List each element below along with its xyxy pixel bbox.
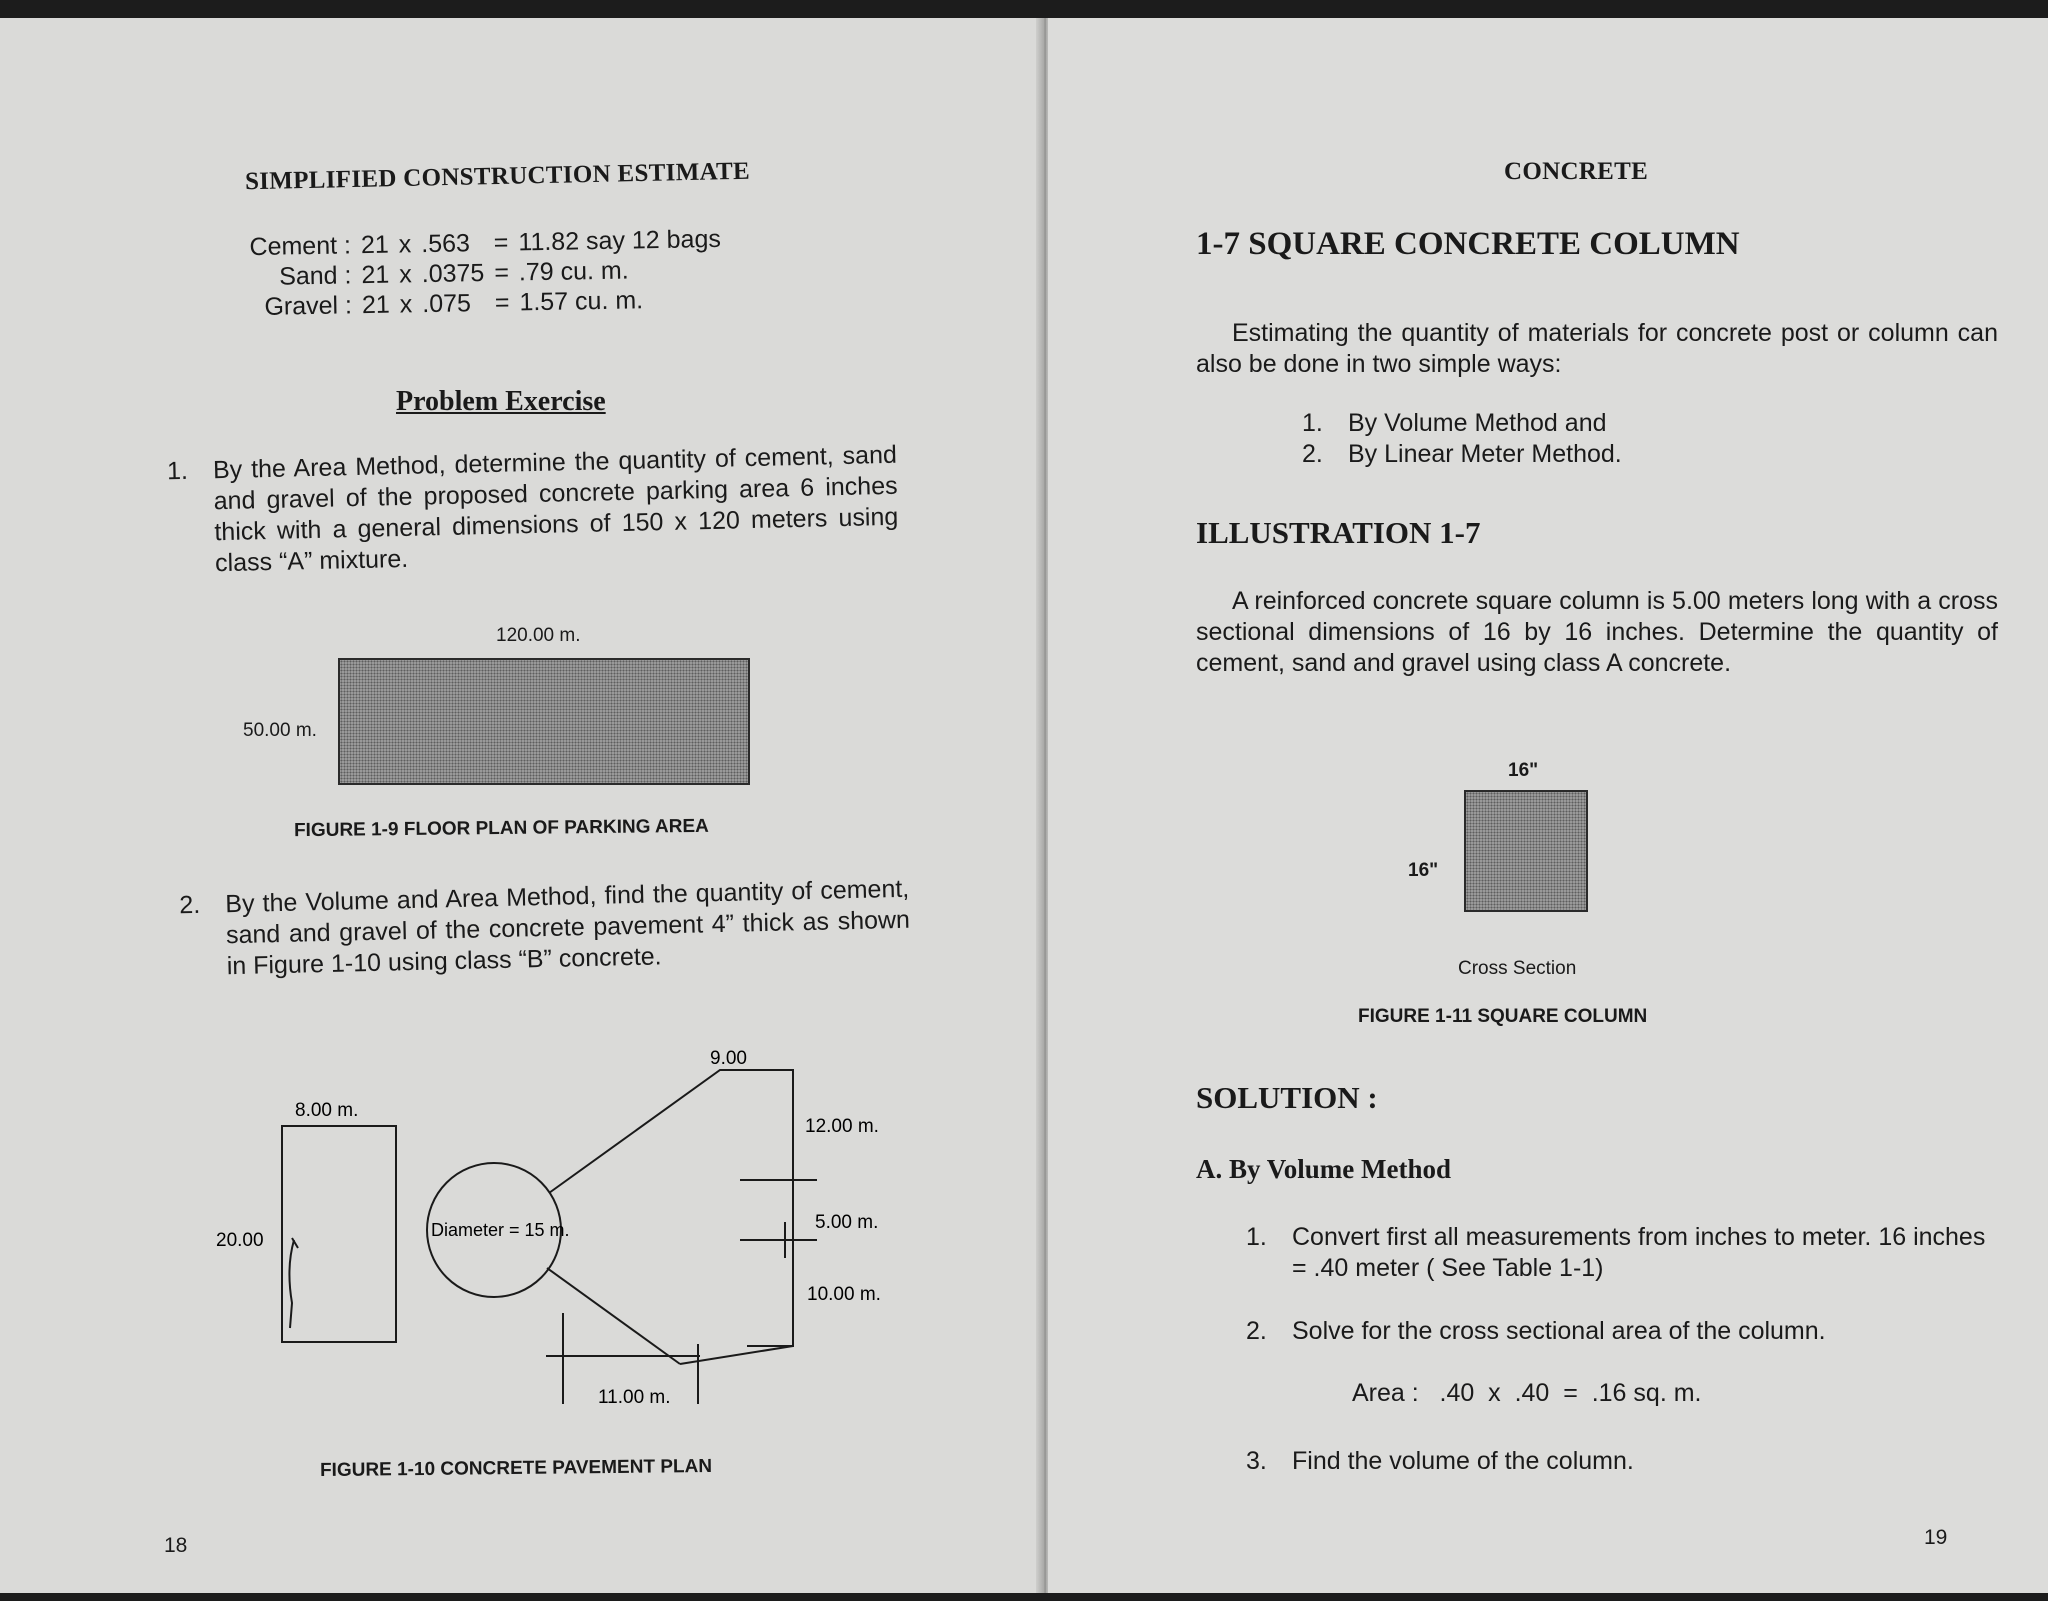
solution-step-2 <box>1246 1316 1986 1347</box>
illustration-paragraph: A reinforced concrete square column is 5.00 meters long with a cross sectional dimensions of 16 by 16 inches. Determine the quantity of cement, sand and gravel using class A concrete. <box>1196 587 1998 677</box>
method-number: 1. <box>1302 409 1323 437</box>
calculation-op: x <box>399 260 413 289</box>
method-text: By Volume Method and <box>1348 409 1607 437</box>
exercise-1 <box>167 440 900 581</box>
fig11-caption: FIGURE 1-11 SQUARE COLUMN <box>1358 1006 1648 1027</box>
calculation-b: .075 <box>422 289 472 319</box>
calculation-eq: = <box>494 288 510 317</box>
calculation-label: Sand : <box>278 261 352 291</box>
fig11-top-label: 16" <box>1508 760 1539 781</box>
method-number: 2. <box>1302 440 1323 468</box>
method-list <box>1302 408 1802 470</box>
illustration-title: ILLUSTRATION 1-7 <box>1196 515 1481 550</box>
calculation-a: 21 <box>361 260 390 290</box>
area-calculation: Area : .40 x .40 = .16 sq. m. <box>1352 1379 1702 1407</box>
step-number: 3. <box>1246 1447 1267 1475</box>
pavement-rect-section <box>282 1126 396 1342</box>
fig11-sublabel: Cross Section <box>1458 958 1577 979</box>
page-number-right: 19 <box>1924 1526 1948 1549</box>
fig10-label-rect-width: 8.00 m. <box>295 1100 359 1121</box>
exercise-text: By the Area Method, determine the quantity of cement, sand and gravel of the proposed concrete parking area 6 inches thick with a general dimensions of 150 x 120 meters using class “A” mixture. <box>212 440 899 578</box>
calculation-a: 21 <box>361 290 391 320</box>
column-cross-section <box>1464 790 1588 912</box>
problem-exercise-heading: Problem Exercise <box>396 386 606 417</box>
calculation-eq: = <box>493 228 509 257</box>
exercise-number: 2. <box>179 890 201 920</box>
calculation-label: Gravel : <box>264 291 353 321</box>
step-text: Convert first all measurements from inches to meter. 16 inches = .40 meter ( See Table 1-1) <box>1292 1223 1986 1282</box>
solution-step-1 <box>1246 1222 1986 1284</box>
calculation-a: 21 <box>360 230 389 260</box>
calculation-b: .0375 <box>421 259 485 289</box>
calculation-result: .79 cu. m. <box>518 256 629 287</box>
fig10-label-top-right: 9.00 <box>710 1048 747 1069</box>
exercise-text: By the Volume and Area Method, find the quantity of cement, sand and gravel of the concrete pavement 4” thick as shown in Figure 1-10 using class “B” concrete. <box>225 874 911 981</box>
fig11-side-label: 16" <box>1408 860 1439 881</box>
parking-area-plan <box>338 658 750 785</box>
calculation-eq: = <box>494 258 510 287</box>
solution-title: SOLUTION : <box>1196 1080 1378 1115</box>
running-head-right: CONCRETE <box>1504 158 1649 185</box>
method-item <box>1302 408 1802 439</box>
calculation-op: x <box>398 230 412 259</box>
fig10-label-right-mid: 5.00 m. <box>815 1212 879 1233</box>
step-text: Find the volume of the column. <box>1292 1447 1634 1475</box>
fig9-height-label: 50.00 m. <box>243 720 317 741</box>
fig10-label-right-upper: 12.00 m. <box>805 1116 879 1137</box>
page-number-left: 18 <box>164 1534 188 1557</box>
fig9-caption: FIGURE 1-9 FLOOR PLAN OF PARKING AREA <box>293 815 709 842</box>
calculation-op: x <box>399 290 413 319</box>
step-text: Solve for the cross sectional area of the column. <box>1292 1317 1826 1345</box>
exercise-number: 1. <box>166 456 189 486</box>
pavement-plan-diagram <box>200 1028 881 1428</box>
step-number: 1. <box>1246 1223 1267 1251</box>
material-calculations <box>244 224 727 322</box>
calculation-result: 11.82 say 12 bags <box>518 224 722 257</box>
fig10-label-circle: Diameter = 15 m. <box>431 1220 570 1240</box>
calculation-b: .563 <box>420 229 471 259</box>
intro-paragraph: Estimating the quantity of materials for concrete post or column can also be done in two simple ways: <box>1196 319 1998 378</box>
method-a-heading: A. By Volume Method <box>1196 1154 1452 1184</box>
step-number: 2. <box>1246 1317 1267 1345</box>
exercise-2 <box>179 874 911 984</box>
running-head-left: SIMPLIFIED CONSTRUCTION ESTIMATE <box>244 157 751 196</box>
calculation-result: 1.57 cu. m. <box>519 286 644 317</box>
left-page <box>0 18 1042 1593</box>
fig10-label-bottom: 11.00 m. <box>598 1387 671 1408</box>
calculation-label: Cement : <box>249 231 352 262</box>
fig10-label-right-lower: 10.00 m. <box>807 1284 881 1305</box>
pavement-outline-lower <box>547 1268 680 1364</box>
pavement-outline-upper <box>549 1070 793 1346</box>
fig9-width-label: 120.00 m. <box>496 625 581 646</box>
solution-step-3 <box>1246 1446 1986 1477</box>
right-page <box>1048 18 2048 1593</box>
fig10-caption: FIGURE 1-10 CONCRETE PAVEMENT PLAN <box>319 1455 713 1482</box>
fig10-label-left-height: 20.00 <box>216 1230 264 1251</box>
section-title: 1-7 SQUARE CONCRETE COLUMN <box>1196 226 1740 262</box>
method-text: By Linear Meter Method. <box>1348 440 1622 468</box>
method-item <box>1302 439 1802 470</box>
